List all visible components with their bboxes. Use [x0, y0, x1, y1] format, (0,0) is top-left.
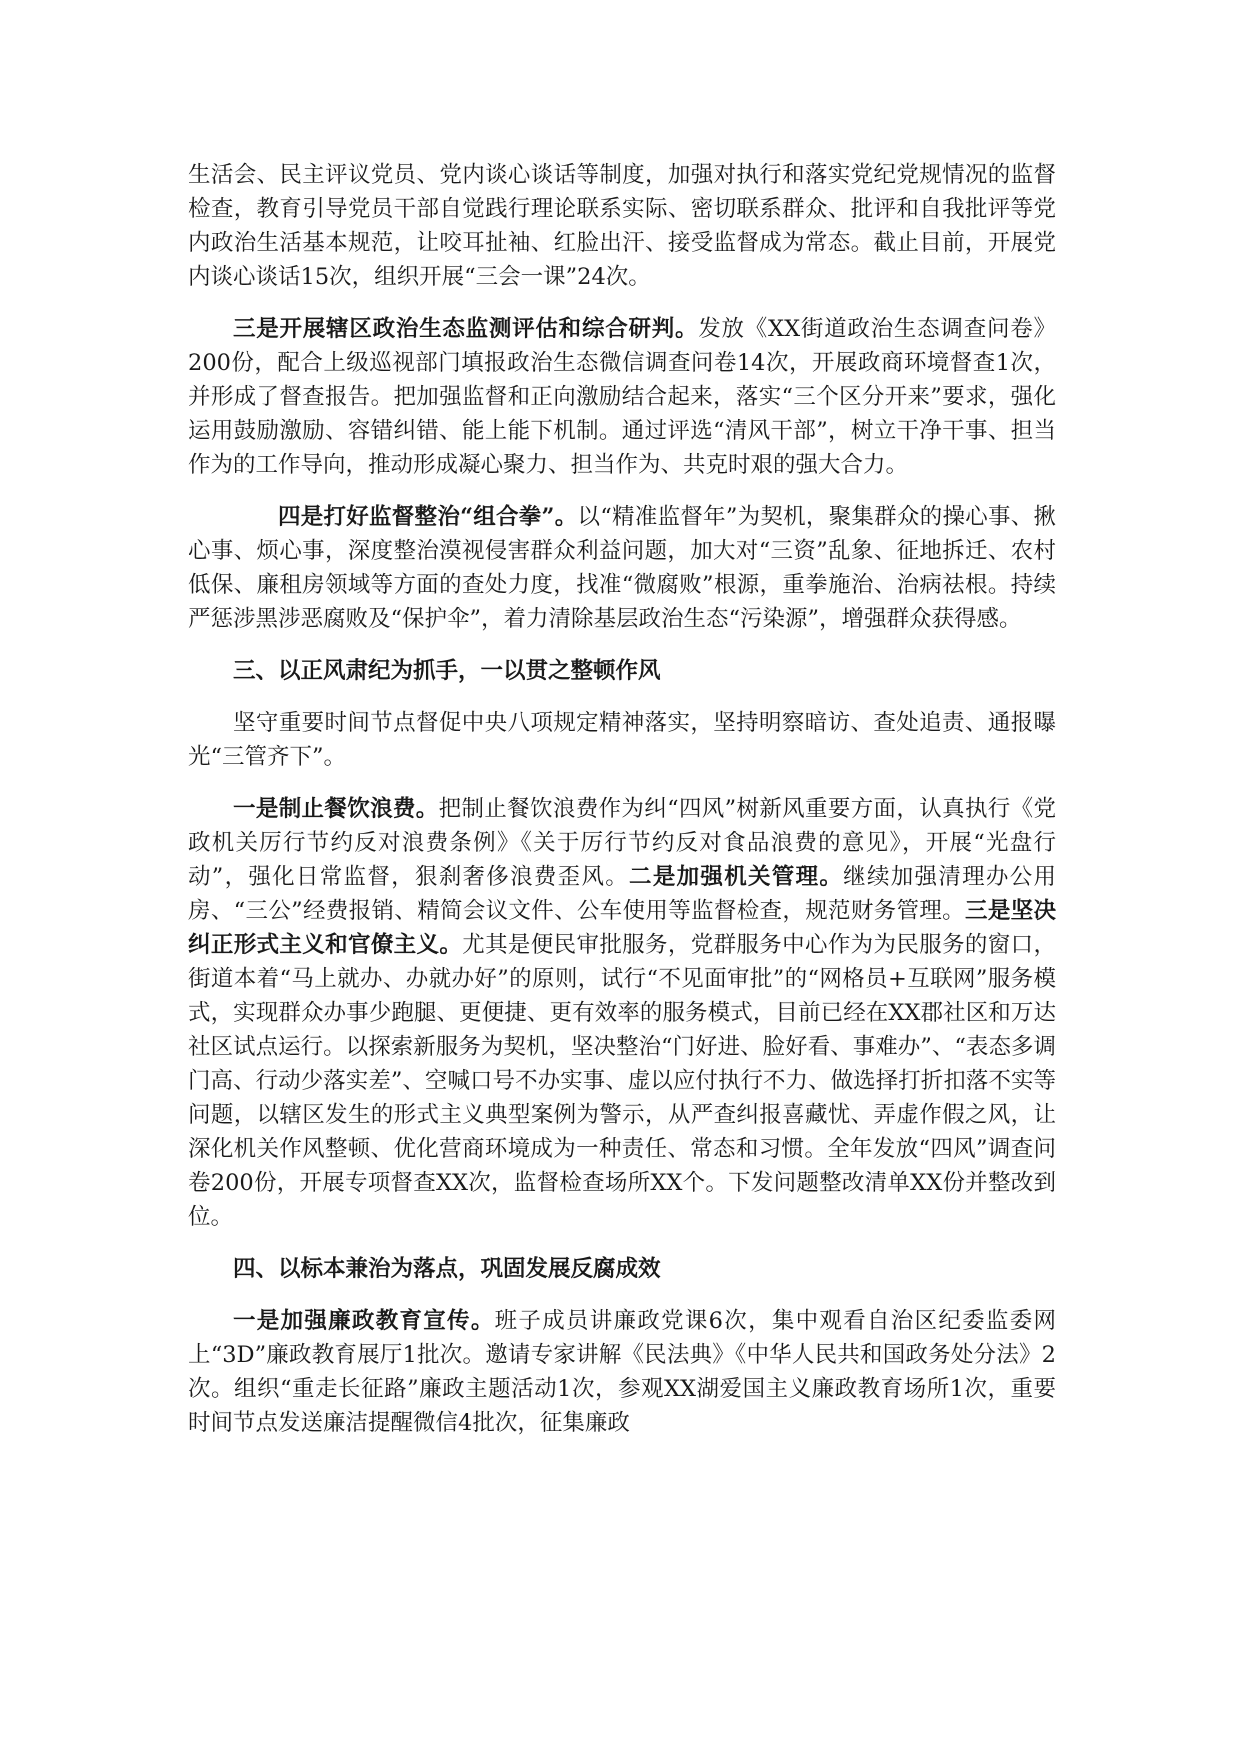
paragraph-lead-bold: 一是加强廉政教育宣传。 — [233, 1308, 495, 1334]
paragraph-eight-rules — [188, 706, 1056, 774]
paragraph-text: 班子成员讲廉政党课6次，集中观看自治区纪委监委网上“3D”廉政教育展厅1批次。邀请专家讲解《民法典》《中华人民共和国政务处分法》2次。组织“重走长征路”廉政主题活动1次，参观XX湖爱国主义廉政教育场所1次，重要时间节点发送廉洁提醒微信4批次，征集廉政 — [188, 1308, 1056, 1436]
paragraph-text: 把制止餐饮浪费作为纠“四风”树新风重要方面，认真执行《党政机关厉行节约反对浪费条例》《关于厉行节约反对食品浪费的意见》，开展“光盘行动”，强化日常监督，狠刹奢侈浪费歪风。 — [188, 796, 1056, 890]
paragraph-text: 坚守重要时间节点督促中央八项规定精神落实，坚持明察暗访、查处追责、通报曝光“三管齐下”。 — [188, 710, 1056, 770]
paragraph-supervision — [188, 500, 1056, 636]
paragraph-text: 以“精准监督年”为契机，聚集群众的操心事、揪心事、烦心事，深度整治漠视侵害群众利益问题，加大对“三资”乱象、征地拆迁、农村低保、廉租房领域等方面的查处力度，找准“微腐败”根源，重拳施治、治病祛根。持续严惩涉黑涉恶腐败及“保护伞”，着力清除基层政治生态“污染源”，增强群众获得感。 — [188, 504, 1056, 632]
document-body — [188, 158, 1056, 1458]
paragraph-lead-bold: 一是制止餐饮浪费。 — [233, 796, 439, 822]
paragraph-intro — [188, 158, 1056, 294]
paragraph-political-ecology — [188, 312, 1056, 482]
paragraph-lead-bold: 四是打好监督整治“组合拳”。 — [278, 504, 578, 530]
section-heading-4: 四、以标本兼治为落点，巩固发展反腐成效 — [233, 1256, 661, 1282]
paragraph-text: 继续加强清理办公用房、“三公”经费报销、精简会议文件、公车使用等监督检查，规范财务管理。 — [188, 864, 1056, 924]
paragraph-education — [188, 1304, 1056, 1440]
paragraph-text: 尤其是便民审批服务，党群服务中心作为为民服务的窗口，街道本着“马上就办、办就办好”的原则，试行“不见面审批”的“网格员+互联网”服务模式，实现群众办事少跑腿、更便捷、更有效率的服务模式，目前已经在XX郡社区和万达社区试点运行。以探索新服务为契机，坚决整治“门好进、脸好看、事难办”、“表态多调门高、行动少落实差”、空喊口号不办实事、虚以应付执行不力、做选择打折扣落不实等问题，以辖区发生的形式主义典型案例为警示，从严查纠报喜藏忧、弄虚作假之风，让深化机关作风整顿、优化营商环境成为一种责任、常态和习惯。全年发放“四风”调查问卷200份，开展专项督查XX次，监督检查场所XX个。下发问题整改清单XX份并整改到位。 — [188, 932, 1056, 1230]
section-heading-3: 三、以正风肃纪为抓手，一以贯之整顿作风 — [233, 658, 661, 684]
paragraph-lead-bold: 三是开展辖区政治生态监测评估和综合研判。 — [233, 316, 699, 342]
paragraph-text: 发放《XX街道政治生态调查问卷》200份，配合上级巡视部门填报政治生态微信调查问卷14次，开展政商环境督查1次，并形成了督查报告。把加强监督和正向激励结合起来，落实“三个区分开来”要求，强化运用鼓励激励、容错纠错、能上能下机制。通过评选“清风干部”，树立干净干事、担当作为的工作导向，推动形成凝心聚力、担当作为、共克时艰的强大合力。 — [188, 316, 1056, 478]
paragraph-work-style — [188, 792, 1056, 1234]
paragraph-lead-bold: 二是加强机关管理。 — [629, 864, 844, 890]
paragraph-lead-bold: 三是坚决纠正形式主义和官僚主义。 — [188, 898, 1056, 958]
paragraph-text: 生活会、民主评议党员、党内谈心谈话等制度，加强对执行和落实党纪党规情况的监督检查，教育引导党员干部自觉践行理论联系实际、密切联系群众、批评和自我批评等党内政治生活基本规范，让咬耳扯袖、红脸出汗、接受监督成为常态。截止目前，开展党内谈心谈话15次，组织开展“三会一课”24次。 — [188, 162, 1056, 290]
